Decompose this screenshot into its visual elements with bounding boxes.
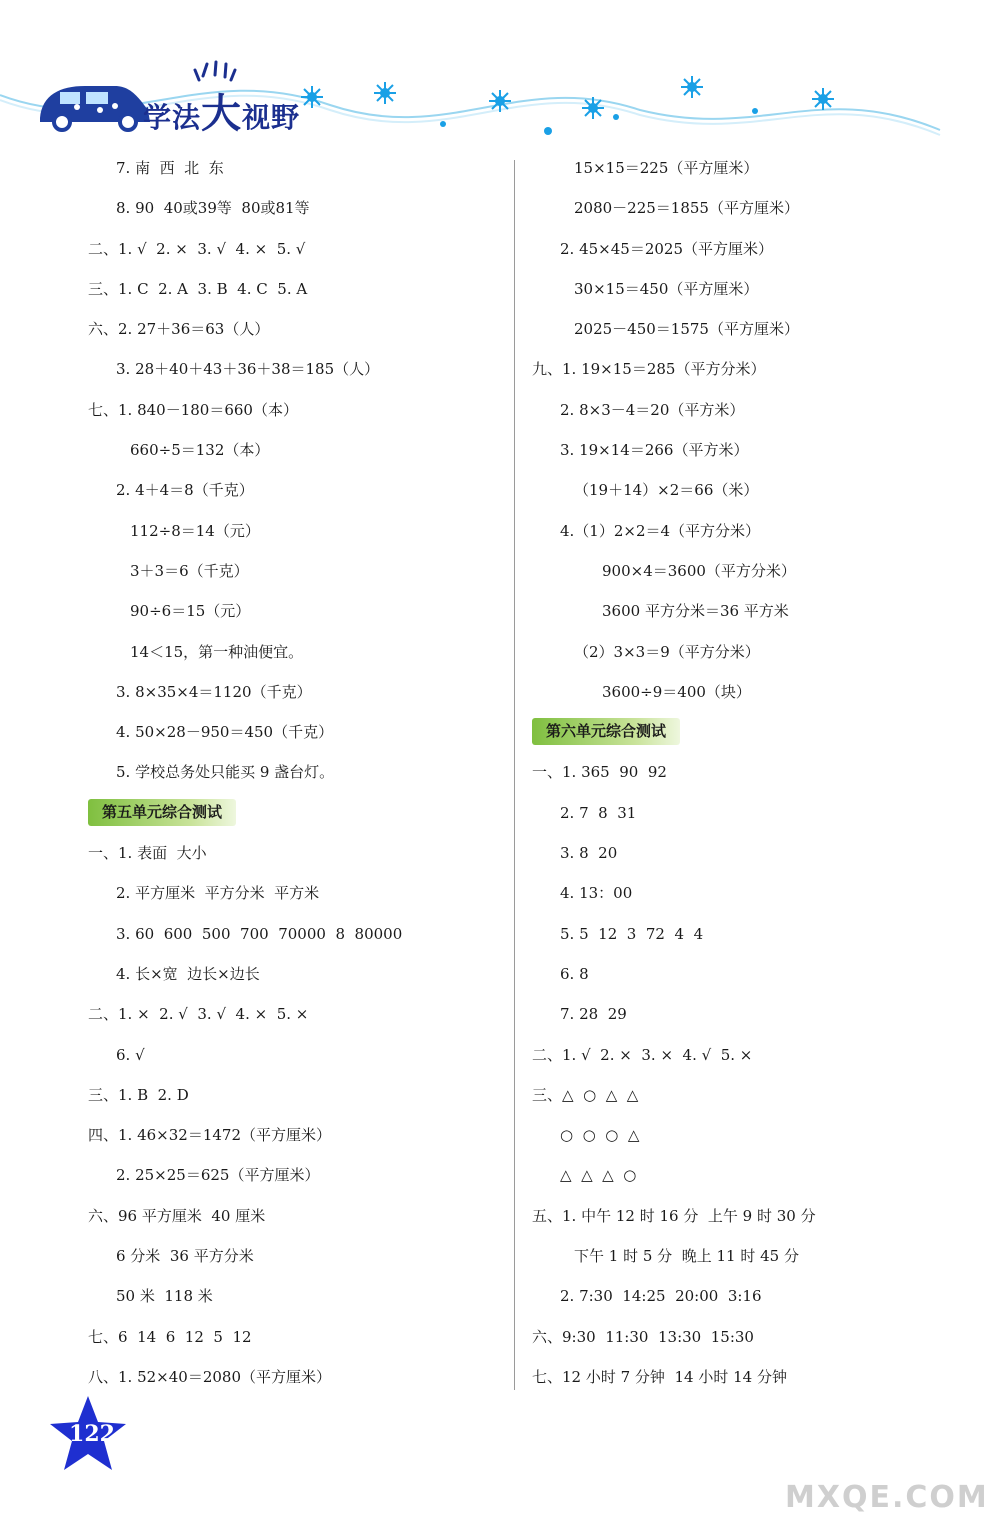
answer-line: 4.（1）2×2＝4（平方分米） (560, 521, 761, 540)
answer-line: 3. 8×35×4＝1120（千克） (116, 682, 312, 701)
section-heading-row (532, 712, 952, 752)
answer-line: （19＋14）×2＝66（米） (574, 481, 759, 500)
answer-line: 七、1. 840－180＝660（本） (88, 400, 298, 419)
answer-line: 6 分米 36 平方分米 (116, 1247, 254, 1266)
answer-line: 8. 90 40或39等 80或81等 (116, 199, 310, 218)
answer-line: 六、96 平方厘米 40 厘米 (88, 1206, 266, 1225)
page-number: 122 (69, 1421, 115, 1447)
answer-line: 一、1. 365 90 92 (532, 763, 667, 782)
page-header (0, 0, 1000, 140)
brand-title-part-3: 视野 (242, 101, 301, 134)
answer-line: 三、1. C 2. A 3. B 4. C 5. A (88, 279, 308, 298)
answer-line: 六、9:30 11:30 13:30 15:30 (532, 1327, 754, 1346)
answer-line: 六、2. 27＋36＝63（人） (88, 320, 270, 339)
answer-line: 2. 7:30 14:25 20:00 3:16 (560, 1287, 762, 1306)
section-title: 第六单元综合测试 (532, 718, 680, 745)
answer-line: 50 米 118 米 (116, 1287, 213, 1306)
section-heading-row (88, 793, 488, 833)
sunburst-icon (195, 62, 235, 80)
brand-title-part-2: 大 (201, 91, 243, 137)
answer-line: 5. 5 12 3 72 4 4 (560, 924, 704, 943)
car-icon (40, 86, 150, 130)
answer-line: 2. 4＋4＝8（千克） (116, 481, 254, 500)
answer-line: 2. 8×3－4＝20（平方米） (560, 400, 745, 419)
answer-line: 15×15＝225（平方厘米） (574, 159, 759, 177)
snowflake-icons (301, 76, 834, 135)
answer-line: 3. 28＋40＋43＋36＋38＝185（人） (116, 360, 380, 379)
column-divider (514, 160, 515, 1390)
answer-line: 3＋3＝6（千克） (130, 561, 249, 580)
answer-line: 三、1. B 2. D (88, 1085, 189, 1104)
answer-line: 900×4＝3600（平方分米） (602, 561, 796, 580)
answer-line: 5. 学校总务处只能买 9 盏台灯。 (116, 763, 335, 782)
answer-line: 二、1. √ 2. × 3. × 4. √ 5. × (532, 1045, 753, 1064)
answer-line: 3. 8 20 (560, 844, 618, 863)
answer-line: 八、1. 52×40＝2080（平方厘米） (88, 1367, 331, 1386)
answer-line: 二、1. √ 2. × 3. √ 4. × 5. √ (88, 239, 306, 258)
answer-line: 3600 平方分米＝36 平方米 (602, 602, 789, 621)
answer-line: 2080－225＝1855（平方厘米） (574, 199, 799, 218)
answer-line: 七、6 14 6 12 5 12 (88, 1327, 252, 1346)
answer-line: 6. 8 (560, 964, 589, 983)
brand-title-part-1: 学法 (143, 101, 202, 134)
answer-line: 二、1. × 2. √ 3. √ 4. × 5. × (88, 1005, 309, 1024)
section-title: 第五单元综合测试 (88, 799, 236, 826)
answer-line: 四、1. 46×32＝1472（平方厘米） (88, 1126, 331, 1145)
answer-line: 3. 19×14＝266（平方米） (560, 441, 749, 460)
answer-line: 4. 13：00 (560, 884, 633, 903)
answer-line: 下午 1 时 5 分 晚上 11 时 45 分 (574, 1247, 799, 1266)
watermark-text: MXQE.COM (785, 1480, 989, 1515)
answer-line: ○ ○ ○ △ (560, 1126, 640, 1145)
answer-line: 一、1. 表面 大小 (88, 844, 207, 863)
brand-title (143, 82, 300, 139)
answer-line: 6. √ (116, 1045, 145, 1064)
answer-line: 4. 50×28－950＝450（千克） (116, 723, 334, 742)
answer-line: 2025－450＝1575（平方厘米） (574, 320, 799, 339)
answer-line: 90÷6＝15（元） (130, 602, 251, 621)
answer-line: （2）3×3＝9（平方分米） (574, 642, 760, 661)
answer-line: 660÷5＝132（本） (130, 441, 270, 460)
answer-line: 2. 7 8 31 (560, 803, 637, 822)
answer-line: 30×15＝450（平方厘米） (574, 279, 759, 298)
answer-line: 112÷8＝14（元） (130, 521, 260, 540)
answer-line: 2. 平方厘米 平方分米 平方米 (116, 884, 320, 903)
answer-line: △ △ △ ○ (560, 1166, 637, 1185)
answer-line: 2. 25×25＝625（平方厘米） (116, 1166, 320, 1185)
left-answer-column (88, 148, 488, 1397)
answer-line: 2. 45×45＝2025（平方厘米） (560, 239, 773, 258)
answer-line: 7. 南 西 北 东 (116, 159, 224, 177)
answer-line: 九、1. 19×15＝285（平方分米） (532, 360, 766, 379)
answer-line: 七、12 小时 7 分钟 14 小时 14 分钟 (532, 1367, 787, 1386)
answer-line: 三、△ ○ △ △ (532, 1085, 639, 1104)
answer-line: 五、1. 中午 12 时 16 分 上午 9 时 30 分 (532, 1206, 816, 1225)
right-answer-column (532, 148, 952, 1397)
answer-line: 7. 28 29 (560, 1005, 627, 1024)
answer-line: 4. 长×宽 边长×边长 (116, 964, 260, 983)
answer-line: 3600÷9＝400（块） (602, 682, 751, 701)
answer-line: 14＜15，第一种油便宜。 (130, 642, 304, 661)
answer-line: 3. 60 600 500 700 70000 8 80000 (116, 924, 403, 943)
